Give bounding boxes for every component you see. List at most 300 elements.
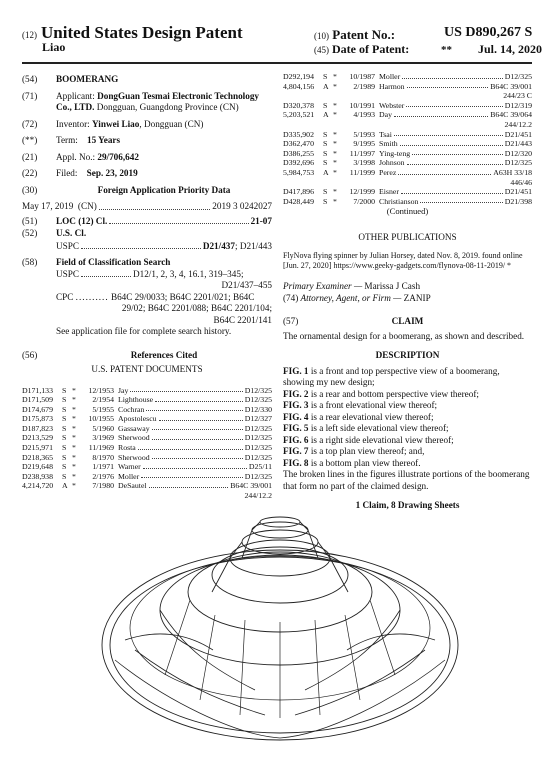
dot-leader xyxy=(152,424,243,431)
citation-number: D292,194 xyxy=(283,72,314,81)
figure-label: FIG. 7 xyxy=(283,446,309,457)
citation-class: D12/325 xyxy=(244,443,272,453)
citation-number: 5,984,753 xyxy=(283,167,315,177)
date-label: Date of Patent: xyxy=(332,42,410,56)
loc-label: LOC (12) Cl. xyxy=(56,215,108,226)
citation-name: Harmon xyxy=(379,81,405,91)
citation-name: Eisner xyxy=(379,187,399,197)
dot-leader xyxy=(149,481,229,488)
dot-leader xyxy=(406,101,502,108)
citation-class: D12/319 xyxy=(504,100,532,110)
citation-row xyxy=(22,443,272,453)
appl-body xyxy=(56,152,272,164)
uscl-field xyxy=(22,228,272,240)
left-column xyxy=(22,74,272,501)
dot-leader xyxy=(143,462,247,469)
search-body xyxy=(56,257,272,326)
figure-description xyxy=(283,389,532,401)
patent-date: Jul. 14, 2020 xyxy=(478,42,543,56)
citation-star: * xyxy=(72,395,76,405)
citation-name-class xyxy=(375,168,532,178)
priority-country: (CN) xyxy=(77,201,97,211)
citation-class-secondary: 244/12.2 xyxy=(504,119,532,129)
citation-star: * xyxy=(72,404,76,414)
dot-leader xyxy=(109,216,248,225)
boomerang-drawing xyxy=(95,500,465,755)
citation-date: 7/1980 xyxy=(92,481,114,491)
priority-date: May 17, 2019 xyxy=(22,201,74,211)
citation-name-class xyxy=(114,472,272,482)
uspc-extra: ; D21/443 xyxy=(234,240,272,251)
citation-row xyxy=(283,101,532,111)
term-stars: ** xyxy=(441,44,452,56)
code-12: (12) xyxy=(22,30,37,40)
dot-leader xyxy=(141,472,242,479)
field-code: (72) xyxy=(22,118,38,129)
citation-class: B64C 39/064 xyxy=(490,110,532,120)
citation-row xyxy=(283,82,532,92)
citation-star: * xyxy=(333,148,337,158)
citation-name: Lighthouse xyxy=(118,395,154,405)
citation-star: * xyxy=(333,167,337,177)
title-field xyxy=(22,74,272,86)
figure-description xyxy=(283,400,532,412)
refs-heading: References Cited xyxy=(130,349,198,360)
citation-date: 10/1991 xyxy=(349,100,375,110)
citation-kind: S xyxy=(323,72,328,81)
citation-name: Sherwood xyxy=(118,452,150,462)
citation-date: 11/1999 xyxy=(349,167,375,177)
citation-name-class xyxy=(375,101,532,111)
field-code-blank xyxy=(22,241,56,253)
citation-date: 3/1969 xyxy=(92,433,114,443)
loc-field xyxy=(22,216,272,228)
field-code: (**) xyxy=(22,135,38,145)
field-code: (71) xyxy=(22,90,38,101)
citation-class: D25/11 xyxy=(248,462,272,472)
attorney-code: (74) xyxy=(283,292,299,303)
examiner-name: Marissa J Cash xyxy=(364,281,421,292)
uspc-field xyxy=(22,241,272,253)
field-code: (51) xyxy=(22,215,38,226)
citation-row xyxy=(283,72,532,82)
field-code: (57) xyxy=(283,316,299,327)
code-45: (45) xyxy=(314,45,329,55)
citation-row xyxy=(22,395,272,405)
citation-row xyxy=(22,424,272,434)
citation-name-class xyxy=(375,149,532,159)
term-body xyxy=(56,135,272,147)
us-docs-heading: U.S. PATENT DOCUMENTS xyxy=(91,364,203,374)
figure-text: is a rear elevational view thereof; xyxy=(308,411,434,422)
citation-name-class xyxy=(375,110,532,120)
citation-name-class xyxy=(114,414,272,424)
field-code: (21) xyxy=(22,151,38,162)
citation-name: Warner xyxy=(118,462,141,472)
figure-label: FIG. 5 xyxy=(283,423,309,434)
citation-star: * xyxy=(72,452,76,462)
citation-date: 2/1976 xyxy=(92,471,114,481)
citation-class: D12/325 xyxy=(244,471,272,481)
citation-kind: A xyxy=(323,110,329,120)
citation-name: Tsai xyxy=(379,129,392,139)
applicant-name: DongGuan Tesmai Electronic Technology Co., LTD. xyxy=(56,90,260,112)
inventor-field xyxy=(22,119,272,131)
citation-name: Moller xyxy=(118,471,140,481)
citation-date: 10/1955 xyxy=(88,414,114,424)
dot-leader xyxy=(412,149,503,156)
citation-number: D175,873 xyxy=(22,414,53,424)
citation-star: * xyxy=(72,385,76,395)
citation-date: 3/1998 xyxy=(353,158,375,168)
citation-kind: S xyxy=(323,139,328,149)
dot-leader xyxy=(407,158,503,165)
citation-class: B64C 39/001 xyxy=(490,81,532,91)
field-code: (54) xyxy=(22,74,38,84)
search-uspc-2: D21/437–455 xyxy=(221,280,272,290)
citation-date: 9/1995 xyxy=(353,139,375,149)
citation-row xyxy=(22,433,272,443)
citation-name-class xyxy=(375,197,532,207)
citation-number: D174,679 xyxy=(22,404,53,414)
citation-kind: S xyxy=(323,158,328,168)
filed-value: Sep. 23, 2019 xyxy=(86,168,138,178)
dot-leader xyxy=(152,453,243,460)
citation-class: D21/451 xyxy=(504,187,532,197)
citation-class: D12/325 xyxy=(244,385,272,395)
citation-date: 1/1971 xyxy=(92,462,114,472)
dot-leader xyxy=(420,197,502,204)
citation-name-class xyxy=(114,386,272,396)
citation-number: D335,902 xyxy=(283,129,314,139)
figure-label: FIG. 2 xyxy=(283,388,309,399)
citation-number: 4,214,720 xyxy=(22,481,54,491)
attorney-line: (74) Attorney, Agent, or Firm — ZANIP xyxy=(283,292,431,303)
priority-row xyxy=(22,201,272,213)
figure-text: is a right side elevational view thereof; xyxy=(308,434,454,445)
citation-row xyxy=(283,130,532,140)
inventor-label: Inventor: xyxy=(56,118,90,129)
appl-value: 29/706,642 xyxy=(97,151,139,162)
header-rule xyxy=(22,62,532,64)
citation-name-class xyxy=(375,82,532,92)
inventor-location: Dongguan (CN) xyxy=(143,118,204,129)
citation-row xyxy=(22,462,272,472)
citation-number: D219,648 xyxy=(22,462,53,472)
citation-class: A63H 33/18 xyxy=(493,167,532,177)
citation-name: Jay xyxy=(118,385,129,395)
left-citations xyxy=(22,386,272,501)
citation-star: * xyxy=(333,158,337,168)
citation-class-secondary: 244/23 C xyxy=(503,91,532,101)
citation-number: D187,823 xyxy=(22,423,53,433)
figure-text: is a top plan view thereof; and, xyxy=(308,446,425,457)
citation-star: * xyxy=(72,414,76,424)
citation-row xyxy=(283,158,532,168)
citation-name: Christianson xyxy=(379,196,419,206)
citation-number: D218,365 xyxy=(22,452,53,462)
dot-leader xyxy=(401,187,503,194)
citation-star: * xyxy=(72,462,76,472)
citation-kind: S xyxy=(62,433,67,443)
dot-leader xyxy=(398,168,491,175)
applicant-body xyxy=(56,91,272,114)
citation-date: 4/1993 xyxy=(353,110,375,120)
figure-description xyxy=(283,366,532,389)
filed-body xyxy=(56,168,272,180)
search-uspc-label: USPC xyxy=(56,268,79,279)
doc-type: United States Design Patent xyxy=(41,23,243,42)
citation-class: D21/451 xyxy=(504,129,532,139)
citation-date: 5/1955 xyxy=(92,404,114,414)
dot-leader xyxy=(152,433,243,440)
figure-label: FIG. 1 xyxy=(283,365,309,376)
citation-kind: A xyxy=(323,81,329,91)
citation-name: Sherwood xyxy=(118,433,150,443)
claim-field xyxy=(283,316,532,328)
citation-row xyxy=(283,110,532,120)
figure-description xyxy=(283,435,532,447)
citation-star: * xyxy=(333,81,337,91)
citation-star: * xyxy=(72,481,76,491)
figure-description xyxy=(283,446,532,458)
uspc-label: USPC xyxy=(56,240,79,251)
citation-class: D12/325 xyxy=(244,452,272,462)
other-pubs-heading: OTHER PUBLICATIONS xyxy=(358,231,457,242)
citation-name: Johnson xyxy=(379,158,405,168)
citation-kind: S xyxy=(323,187,328,197)
citation-name: Day xyxy=(379,110,392,120)
dot-leader xyxy=(81,269,131,278)
citation-name-class xyxy=(114,395,272,405)
inventor-surname: Liao xyxy=(42,40,66,54)
search-field xyxy=(22,257,272,326)
citation-name: Moller xyxy=(379,72,401,81)
field-code: (22) xyxy=(22,168,38,178)
citation-number: D215,971 xyxy=(22,443,53,453)
uspc-body xyxy=(56,241,272,253)
citation-kind: A xyxy=(323,167,329,177)
attorney-name: ZANIP xyxy=(403,292,431,303)
citation-name-class xyxy=(114,453,272,463)
figure-description xyxy=(283,423,532,435)
examiner-label: Primary Examiner xyxy=(283,281,352,292)
citation-kind: S xyxy=(62,471,67,481)
citation-star: * xyxy=(333,129,337,139)
citation-class: D12/325 xyxy=(244,433,272,443)
dot-leader xyxy=(130,386,242,393)
dot-leader xyxy=(99,201,211,210)
citation-date: 2/1989 xyxy=(353,81,375,91)
citation-name: Smith xyxy=(379,139,398,149)
figure-text: is a rear and bottom perspective view thereof; xyxy=(308,388,479,399)
citation-star: * xyxy=(333,72,337,81)
dot-leader xyxy=(155,395,243,402)
dot-leader xyxy=(81,241,201,250)
patent-header xyxy=(22,0,543,70)
figure-text: is a front elevational view thereof; xyxy=(308,400,438,411)
priority-heading: Foreign Application Priority Data xyxy=(97,184,231,195)
citation-number: D213,529 xyxy=(22,433,53,443)
right-citations xyxy=(283,72,532,206)
citation-name: Ying-teng xyxy=(379,148,411,158)
citation-kind: S xyxy=(62,423,67,433)
citation-name: DeSautel xyxy=(118,481,147,491)
priority-number: 2019 3 0242027 xyxy=(212,201,272,211)
figure-text: is a left side elevational view thereof; xyxy=(308,423,449,434)
cpc-2: 29/02; B64C 2201/088; B64C 2201/104; xyxy=(121,303,272,313)
figure-label: FIG. 3 xyxy=(283,400,309,411)
citation-number: D362,470 xyxy=(283,139,314,149)
citation-star: * xyxy=(333,139,337,149)
field-code: (52) xyxy=(22,228,38,238)
citation-name: Webster xyxy=(379,100,405,110)
term-value: 15 Years xyxy=(87,135,121,145)
citation-name-class xyxy=(375,139,532,149)
dot-leader xyxy=(394,130,503,137)
broken-lines-note: The broken lines in the figures illustrate portions of the boomerang that form no part of the claimed design. xyxy=(283,469,530,491)
citation-name: Gassaway xyxy=(118,423,150,433)
citation-star: * xyxy=(333,196,337,206)
citation-kind: S xyxy=(62,404,67,414)
citation-name: Rosta xyxy=(118,443,136,453)
citation-name-class xyxy=(114,405,272,415)
citation-class: D12/330 xyxy=(244,404,272,414)
citation-row xyxy=(22,481,272,491)
citation-star: * xyxy=(333,100,337,110)
figure-descriptions xyxy=(283,366,532,470)
figure-label: FIG. 8 xyxy=(283,457,309,468)
citation-kind: S xyxy=(62,385,67,395)
inventor-name: Yinwei Liao xyxy=(91,118,140,129)
uspc-main: D21/437 xyxy=(202,240,235,251)
citation-kind: S xyxy=(62,443,67,453)
citation-date: 12/1953 xyxy=(88,385,114,395)
citation-number: D428,449 xyxy=(283,196,314,206)
citation-number: 5,203,521 xyxy=(283,110,315,120)
right-column xyxy=(283,72,532,512)
citation-name-class xyxy=(114,462,272,472)
field-code: (58) xyxy=(22,257,38,267)
citation-row xyxy=(283,139,532,149)
appl-label: Appl. No.: xyxy=(56,151,96,162)
term-field xyxy=(22,135,272,147)
dot-leader xyxy=(138,443,243,450)
citation-name: Apostolescu xyxy=(118,414,157,424)
citation-date: 5/1993 xyxy=(353,129,375,139)
patent-number-line xyxy=(314,25,533,43)
citation-row xyxy=(283,168,532,178)
citation-number: D171,509 xyxy=(22,395,53,405)
applicant-location: Dongguan, Guangdong Province (CN) xyxy=(96,102,239,112)
citation-name-class xyxy=(375,72,532,82)
examiner-line: Primary Examiner — Marissa J Cash xyxy=(283,281,421,292)
attorney-label: Attorney, Agent, or Firm xyxy=(300,292,391,303)
citation-kind: S xyxy=(323,196,328,206)
dot-leader xyxy=(400,139,503,146)
citation-kind: S xyxy=(62,462,67,472)
citation-kind: S xyxy=(323,148,328,158)
title-value: BOOMERANG xyxy=(56,74,119,84)
citation-number: D417,896 xyxy=(283,187,314,197)
inventor-body: Inventor: Yinwei Liao, Dongguan (CN) xyxy=(56,118,204,129)
citation-date: 10/1987 xyxy=(349,72,375,81)
citation-row xyxy=(22,414,272,424)
figure-description xyxy=(283,458,532,470)
citation-star: * xyxy=(72,423,76,433)
claim-text: The ornamental design for a boomerang, as shown and described. xyxy=(283,330,525,341)
citation-kind: S xyxy=(62,395,67,405)
citation-kind: A xyxy=(62,481,68,491)
cpc-row: CPC .......... B64C 29/0033; B64C 2201/021; B64C xyxy=(56,291,255,302)
citation-kind: S xyxy=(62,452,67,462)
citation-row xyxy=(22,472,272,482)
citation-date: 11/1997 xyxy=(349,148,375,158)
citation-row xyxy=(22,405,272,415)
dot-leader xyxy=(402,72,502,79)
field-code: (30) xyxy=(22,184,38,195)
citation-number: D320,378 xyxy=(283,100,314,110)
citation-class: D12/320 xyxy=(504,148,532,158)
citation-row xyxy=(283,197,532,207)
loc-value: 21-07 xyxy=(250,215,272,226)
citation-kind: S xyxy=(323,129,328,139)
refs-field xyxy=(22,350,272,362)
citation-class-secondary: 446/46 xyxy=(510,177,532,187)
search-label: Field of Classification Search xyxy=(56,257,171,267)
patent-no-label: Patent No.: xyxy=(332,27,396,42)
citation-star: * xyxy=(72,433,76,443)
description-heading: DESCRIPTION xyxy=(375,350,440,361)
appl-field xyxy=(22,152,272,164)
citation-number: D171,133 xyxy=(22,385,53,395)
citation-name: Cochran xyxy=(118,404,145,414)
dot-leader xyxy=(407,82,489,89)
citation-name-class xyxy=(114,443,272,453)
citation-kind: S xyxy=(323,100,328,110)
citation-class: D21/443 xyxy=(504,139,532,149)
dot-leader xyxy=(394,110,488,117)
citation-class: D12/325 xyxy=(244,395,272,405)
continued-label: (Continued) xyxy=(386,206,429,217)
citation-kind: S xyxy=(62,414,67,424)
citation-number: D386,255 xyxy=(283,148,314,158)
cpc-label: CPC xyxy=(56,291,74,302)
citation-name-class xyxy=(375,187,532,197)
citation-date: 5/1960 xyxy=(92,423,114,433)
citation-date: 2/1954 xyxy=(92,395,114,405)
cpc-3: B64C 2201/141 xyxy=(213,314,272,325)
citation-class-secondary: 244/12.2 xyxy=(244,491,272,501)
citation-class: D12/327 xyxy=(244,414,272,424)
citation-date: 8/1970 xyxy=(92,452,114,462)
priority-field xyxy=(22,185,272,197)
citation-name-class xyxy=(114,433,272,443)
search-uspc-row xyxy=(56,269,272,281)
citation-class: D12/325 xyxy=(504,158,532,168)
figure-label: FIG. 6 xyxy=(283,434,309,445)
citation-number: D238,938 xyxy=(22,471,53,481)
filed-field xyxy=(22,168,272,180)
cpc-1: B64C 29/0033; B64C 2201/021; B64C xyxy=(110,291,255,302)
code-10: (10) xyxy=(314,31,329,41)
applicant-label: Applicant: xyxy=(56,90,95,101)
search-uspc-1: D12/1, 2, 3, 4, 16.1, 319–345; xyxy=(132,268,244,279)
citation-name-class xyxy=(375,130,532,140)
patent-date-line xyxy=(314,42,543,57)
citation-star: * xyxy=(333,110,337,120)
citation-class: D12/325 xyxy=(244,423,272,433)
